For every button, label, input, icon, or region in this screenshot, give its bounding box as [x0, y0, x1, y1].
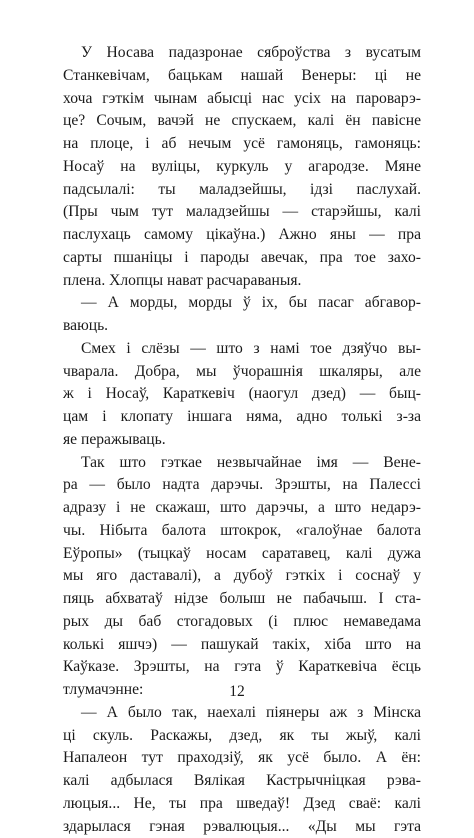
text-line: ваюць.	[63, 315, 421, 338]
text-line: рых ды баб стогадовых (і плюс немаведама	[63, 611, 421, 634]
text-line: — А морды, морды ў іх, бы пасаг абгавор-	[63, 292, 421, 315]
text-line: чы. Нібыта балота штокрок, «галоўнае балота	[63, 520, 421, 543]
text-line: колькі яшчэ) — пашукай такіх, хіба што на	[63, 634, 421, 657]
text-line: Смех і слёзы — што з намі тое дзяўчо вы-	[63, 338, 421, 361]
text-line: У Носава падазронае сяброўства з вусатым	[63, 42, 421, 65]
text-line: Носаў на вуліцы, куркуль у агародзе. Мяне	[63, 156, 421, 179]
text-line: падсылалі: ты маладзейшы, ідзі паслухай.	[63, 179, 421, 202]
text-line: сарты пшаніцы і пароды авечак, пра тое захо-	[63, 247, 421, 270]
text-line: цам і клопату іншага няма, адно толькі з-за	[63, 406, 421, 429]
text-line: адразу і не скажаш, што дарэчы, а што недарэ-	[63, 497, 421, 520]
text-line: Еўропы» (тыцкаў носам саратавец, калі дужа	[63, 543, 421, 566]
page-number: 12	[0, 683, 474, 701]
text-line: ра — было надта дарэчы. Зрэшты, на Палессі	[63, 474, 421, 497]
text-line: яе перажываць.	[63, 429, 421, 452]
body-text	[63, 42, 421, 838]
text-line: (Пры чым тут маладзейшы — старэйшы, калі	[63, 201, 421, 224]
text-line: плена. Хлопцы нават расчараваныя.	[63, 270, 421, 293]
text-line: Напалеон тут праходзіў, як усё было. А ён:	[63, 747, 421, 770]
text-line: на плоце, і аб нечым усё гамоняць, гамоняць:	[63, 133, 421, 156]
text-line: здарылася гэная рэвалюцыя... «Ды мы гэта	[63, 816, 421, 838]
text-line: хоча гэткім чынам абысці нас усіх на пароварэ-	[63, 88, 421, 111]
text-line: це? Сочым, вачэй не спускаем, калі ён павісне	[63, 110, 421, 133]
text-line: ж і Носаў, Караткевіч (наогул дзед) — быц-	[63, 383, 421, 406]
text-line: чварала. Добра, мы ўчорашнія шкаляры, але	[63, 361, 421, 384]
text-line: ці скуль. Раскажы, дзед, як ты жыў, калі	[63, 725, 421, 748]
text-line: паслухаць самому цікаўна.) Ажно яны — пра	[63, 224, 421, 247]
text-line: Каўказе. Зрэшты, на гэта ў Караткевіча ёсць	[63, 656, 421, 679]
text-line: Станкевічам, бацькам нашай Венеры: ці не	[63, 65, 421, 88]
text-line: мы яго даставалі), а дубоў гэткіх і соснаў у	[63, 565, 421, 588]
text-line: калі адбылася Вялікая Кастрычніцкая рэва-	[63, 770, 421, 793]
text-line: люцыя... Не, ты пра шведаў! Дзед сваё: калі	[63, 793, 421, 816]
text-line: пяць абхватаў нідзе болыш не пабачыш. І ста-	[63, 588, 421, 611]
text-line: тлумачэнне:	[63, 679, 421, 702]
text-line: Так што гэткае незвычайнае імя — Вене-	[63, 452, 421, 475]
text-line: — А было так, наехалі піянеры аж з Мінска	[63, 702, 421, 725]
